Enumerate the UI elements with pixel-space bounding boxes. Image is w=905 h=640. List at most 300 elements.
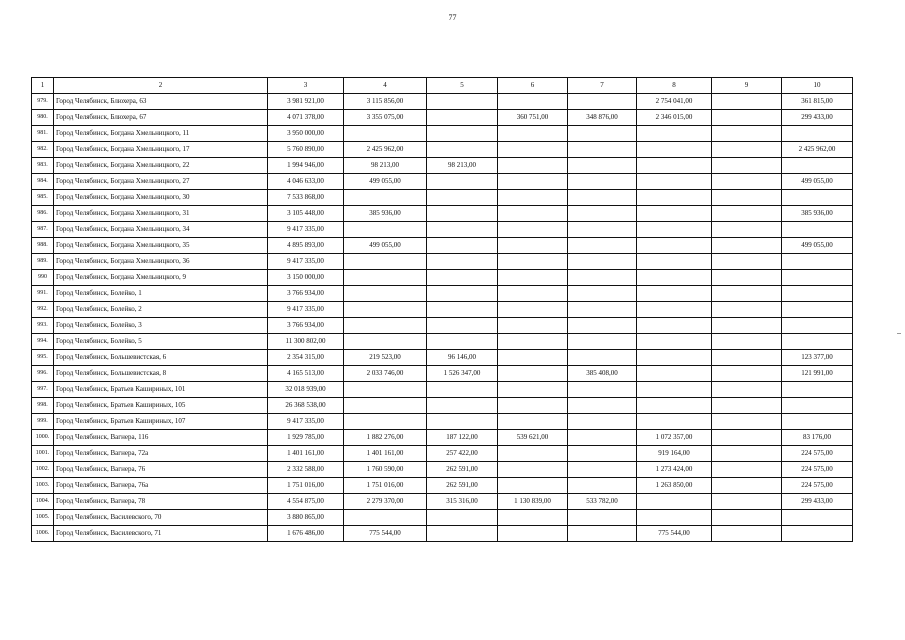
column-header: 2: [54, 78, 268, 94]
value-cell-7: [568, 126, 637, 142]
value-cell-6: [498, 414, 568, 430]
value-cell-9: [712, 366, 782, 382]
value-cell-10: [782, 414, 853, 430]
value-cell-8: [637, 238, 712, 254]
value-cell-9: [712, 446, 782, 462]
value-cell-3: 5 760 890,00: [268, 142, 344, 158]
value-cell-7: [568, 270, 637, 286]
value-cell-3: 4 165 513,00: [268, 366, 344, 382]
column-header: 9: [712, 78, 782, 94]
value-cell-9: [712, 350, 782, 366]
value-cell-4: [344, 222, 427, 238]
table-row: [32, 222, 853, 238]
value-cell-10: [782, 318, 853, 334]
address-cell: Город Челябинск, Богдана Хмельницкого, 22: [54, 158, 268, 174]
table-row: [32, 94, 853, 110]
value-cell-10: [782, 126, 853, 142]
value-cell-10: [782, 382, 853, 398]
value-cell-7: [568, 254, 637, 270]
row-number: 981.: [32, 126, 54, 142]
value-cell-8: 775 544,00: [637, 526, 712, 542]
value-cell-4: 1 401 161,00: [344, 446, 427, 462]
address-cell: Город Челябинск, Большевистская, 6: [54, 350, 268, 366]
value-cell-9: [712, 302, 782, 318]
table-row: [32, 302, 853, 318]
value-cell-5: [427, 270, 498, 286]
value-cell-4: [344, 318, 427, 334]
value-cell-7: [568, 350, 637, 366]
value-cell-5: [427, 206, 498, 222]
value-cell-4: 3 355 075,00: [344, 110, 427, 126]
table-row: [32, 366, 853, 382]
value-cell-6: [498, 206, 568, 222]
value-cell-10: [782, 334, 853, 350]
value-cell-8: 1 072 357,00: [637, 430, 712, 446]
value-cell-6: [498, 174, 568, 190]
value-cell-7: [568, 206, 637, 222]
value-cell-9: [712, 398, 782, 414]
value-cell-9: [712, 318, 782, 334]
value-cell-5: [427, 286, 498, 302]
table-row: [32, 478, 853, 494]
value-cell-3: 4 071 378,00: [268, 110, 344, 126]
address-cell: Город Челябинск, Василевского, 70: [54, 510, 268, 526]
value-cell-6: [498, 462, 568, 478]
value-cell-9: [712, 142, 782, 158]
value-cell-4: 2 279 370,00: [344, 494, 427, 510]
table-row: [32, 238, 853, 254]
value-cell-7: [568, 190, 637, 206]
row-number: 985.: [32, 190, 54, 206]
value-cell-7: [568, 158, 637, 174]
value-cell-10: [782, 222, 853, 238]
value-cell-9: [712, 334, 782, 350]
table-row: [32, 254, 853, 270]
value-cell-10: 385 936,00: [782, 206, 853, 222]
value-cell-8: [637, 366, 712, 382]
row-number: 998.: [32, 398, 54, 414]
value-cell-10: 499 055,00: [782, 238, 853, 254]
address-cell: Город Челябинск, Вагнера, 78: [54, 494, 268, 510]
value-cell-10: 83 176,00: [782, 430, 853, 446]
row-number: 986.: [32, 206, 54, 222]
table-row: [32, 110, 853, 126]
value-cell-9: [712, 126, 782, 142]
table-row: [32, 462, 853, 478]
row-number: 997.: [32, 382, 54, 398]
value-cell-7: [568, 286, 637, 302]
value-cell-7: [568, 174, 637, 190]
value-cell-5: [427, 238, 498, 254]
value-cell-10: 299 433,00: [782, 494, 853, 510]
value-cell-5: [427, 222, 498, 238]
value-cell-8: [637, 270, 712, 286]
value-cell-5: 187 122,00: [427, 430, 498, 446]
value-cell-3: 26 368 538,00: [268, 398, 344, 414]
value-cell-6: 360 751,00: [498, 110, 568, 126]
table-row: [32, 318, 853, 334]
address-cell: Город Челябинск, Богдана Хмельницкого, 11: [54, 126, 268, 142]
value-cell-10: [782, 158, 853, 174]
value-cell-3: 1 929 785,00: [268, 430, 344, 446]
value-cell-3: 3 766 934,00: [268, 286, 344, 302]
value-cell-8: [637, 158, 712, 174]
value-cell-4: 2 425 962,00: [344, 142, 427, 158]
value-cell-8: 919 164,00: [637, 446, 712, 462]
value-cell-7: [568, 382, 637, 398]
table-row: [32, 350, 853, 366]
value-cell-6: [498, 526, 568, 542]
value-cell-8: [637, 318, 712, 334]
value-cell-6: [498, 398, 568, 414]
value-cell-4: 1 760 590,00: [344, 462, 427, 478]
value-cell-6: [498, 94, 568, 110]
table-row: [32, 526, 853, 542]
value-cell-4: [344, 190, 427, 206]
page-number: 77: [448, 13, 457, 22]
address-cell: Город Челябинск, Богдана Хмельницкого, 35: [54, 238, 268, 254]
value-cell-7: [568, 142, 637, 158]
value-cell-10: 224 575,00: [782, 478, 853, 494]
value-cell-7: [568, 238, 637, 254]
value-cell-8: [637, 286, 712, 302]
address-cell: Город Челябинск, Богдана Хмельницкого, 27: [54, 174, 268, 190]
value-cell-4: [344, 398, 427, 414]
value-cell-5: 262 591,00: [427, 462, 498, 478]
value-cell-10: [782, 302, 853, 318]
value-cell-10: [782, 510, 853, 526]
value-cell-6: [498, 270, 568, 286]
value-cell-3: 9 417 335,00: [268, 414, 344, 430]
value-cell-3: 3 105 448,00: [268, 206, 344, 222]
value-cell-5: 98 213,00: [427, 158, 498, 174]
address-cell: Город Челябинск, Вагнера, 76: [54, 462, 268, 478]
value-cell-7: [568, 94, 637, 110]
value-cell-4: [344, 510, 427, 526]
value-cell-4: 219 523,00: [344, 350, 427, 366]
table-row: [32, 334, 853, 350]
column-header: 8: [637, 78, 712, 94]
value-cell-4: 775 544,00: [344, 526, 427, 542]
table-row: [32, 430, 853, 446]
value-cell-7: [568, 302, 637, 318]
value-cell-7: [568, 430, 637, 446]
table-row: [32, 270, 853, 286]
value-cell-4: 499 055,00: [344, 238, 427, 254]
column-header: 6: [498, 78, 568, 94]
value-cell-8: [637, 382, 712, 398]
address-cell: Город Челябинск, Богдана Хмельницкого, 9: [54, 270, 268, 286]
value-cell-3: 2 354 315,00: [268, 350, 344, 366]
value-cell-8: [637, 414, 712, 430]
value-cell-8: 1 263 850,00: [637, 478, 712, 494]
value-cell-6: [498, 318, 568, 334]
value-cell-5: [427, 254, 498, 270]
value-cell-7: [568, 222, 637, 238]
table-row: [32, 414, 853, 430]
row-number: 999.: [32, 414, 54, 430]
value-cell-3: 4 554 875,00: [268, 494, 344, 510]
value-cell-6: 539 621,00: [498, 430, 568, 446]
value-cell-4: [344, 254, 427, 270]
value-cell-8: [637, 254, 712, 270]
row-number: 988.: [32, 238, 54, 254]
table-row: [32, 174, 853, 190]
value-cell-7: [568, 446, 637, 462]
value-cell-4: 499 055,00: [344, 174, 427, 190]
row-number: 1004.: [32, 494, 54, 510]
value-cell-7: [568, 414, 637, 430]
table-row: [32, 446, 853, 462]
table-row: [32, 126, 853, 142]
value-cell-5: [427, 94, 498, 110]
address-cell: Город Челябинск, Вагнера, 76а: [54, 478, 268, 494]
value-cell-3: 1 401 161,00: [268, 446, 344, 462]
value-cell-9: [712, 254, 782, 270]
value-cell-3: 3 150 000,00: [268, 270, 344, 286]
address-cell: Город Челябинск, Вагнера, 116: [54, 430, 268, 446]
value-cell-5: 262 591,00: [427, 478, 498, 494]
value-cell-9: [712, 414, 782, 430]
value-cell-3: 3 766 934,00: [268, 318, 344, 334]
value-cell-8: [637, 334, 712, 350]
value-cell-5: [427, 526, 498, 542]
column-header: 10: [782, 78, 853, 94]
value-cell-9: [712, 526, 782, 542]
value-cell-6: [498, 238, 568, 254]
value-cell-5: 257 422,00: [427, 446, 498, 462]
value-cell-10: 299 433,00: [782, 110, 853, 126]
value-cell-5: [427, 414, 498, 430]
value-cell-5: [427, 510, 498, 526]
value-cell-8: [637, 126, 712, 142]
value-cell-6: [498, 158, 568, 174]
value-cell-3: 1 751 016,00: [268, 478, 344, 494]
value-cell-6: 1 130 839,00: [498, 494, 568, 510]
row-number: 984.: [32, 174, 54, 190]
row-number: 994.: [32, 334, 54, 350]
value-cell-4: 385 936,00: [344, 206, 427, 222]
value-cell-7: 348 876,00: [568, 110, 637, 126]
value-cell-9: [712, 382, 782, 398]
address-cell: Город Челябинск, Болейко, 1: [54, 286, 268, 302]
value-cell-6: [498, 446, 568, 462]
value-cell-10: [782, 526, 853, 542]
row-number: 990: [32, 270, 54, 286]
value-cell-8: [637, 190, 712, 206]
value-cell-6: [498, 334, 568, 350]
column-header: 1: [32, 78, 54, 94]
value-cell-10: 2 425 962,00: [782, 142, 853, 158]
value-cell-6: [498, 350, 568, 366]
address-cell: Город Челябинск, Богдана Хмельницкого, 34: [54, 222, 268, 238]
value-cell-6: [498, 126, 568, 142]
value-cell-3: 32 018 939,00: [268, 382, 344, 398]
value-cell-5: [427, 110, 498, 126]
row-number: 983.: [32, 158, 54, 174]
row-number: 979.: [32, 94, 54, 110]
value-cell-4: [344, 286, 427, 302]
value-cell-4: 98 213,00: [344, 158, 427, 174]
value-cell-3: 9 417 335,00: [268, 222, 344, 238]
value-cell-8: 1 273 424,00: [637, 462, 712, 478]
address-cell: Город Челябинск, Вагнера, 72а: [54, 446, 268, 462]
table-row: [32, 142, 853, 158]
value-cell-9: [712, 190, 782, 206]
value-cell-3: 3 880 865,00: [268, 510, 344, 526]
value-cell-6: [498, 190, 568, 206]
value-cell-3: 11 300 802,00: [268, 334, 344, 350]
value-cell-7: [568, 462, 637, 478]
value-cell-8: [637, 142, 712, 158]
value-cell-5: 315 316,00: [427, 494, 498, 510]
value-cell-7: [568, 478, 637, 494]
value-cell-4: 3 115 856,00: [344, 94, 427, 110]
row-number: 1003.: [32, 478, 54, 494]
value-cell-8: [637, 302, 712, 318]
table-row: [32, 158, 853, 174]
value-cell-9: [712, 174, 782, 190]
value-cell-5: 96 146,00: [427, 350, 498, 366]
table-row: [32, 382, 853, 398]
table-body: [32, 94, 853, 542]
address-cell: Город Челябинск, Болейко, 5: [54, 334, 268, 350]
value-cell-8: [637, 174, 712, 190]
value-cell-10: [782, 254, 853, 270]
value-cell-5: [427, 174, 498, 190]
value-cell-4: 1 882 276,00: [344, 430, 427, 446]
value-cell-5: [427, 318, 498, 334]
value-cell-10: 123 377,00: [782, 350, 853, 366]
value-cell-10: 224 575,00: [782, 462, 853, 478]
address-cell: Город Челябинск, Братьев Кашириных, 105: [54, 398, 268, 414]
value-cell-6: [498, 302, 568, 318]
value-cell-10: 499 055,00: [782, 174, 853, 190]
value-cell-4: [344, 270, 427, 286]
value-cell-9: [712, 222, 782, 238]
address-cell: Город Челябинск, Блюхера, 67: [54, 110, 268, 126]
value-cell-9: [712, 270, 782, 286]
row-number: 1005.: [32, 510, 54, 526]
value-cell-10: [782, 398, 853, 414]
column-header: 7: [568, 78, 637, 94]
address-cell: Город Челябинск, Богдана Хмельницкого, 30: [54, 190, 268, 206]
address-cell: Город Челябинск, Болейко, 3: [54, 318, 268, 334]
value-cell-9: [712, 478, 782, 494]
value-cell-9: [712, 286, 782, 302]
value-cell-5: 1 526 347,00: [427, 366, 498, 382]
value-cell-10: 224 575,00: [782, 446, 853, 462]
row-number: 996.: [32, 366, 54, 382]
value-cell-9: [712, 206, 782, 222]
value-cell-7: [568, 318, 637, 334]
address-cell: Город Челябинск, Братьев Кашириных, 101: [54, 382, 268, 398]
value-cell-3: 1 676 486,00: [268, 526, 344, 542]
value-cell-7: 533 782,00: [568, 494, 637, 510]
address-cell: Город Челябинск, Богдана Хмельницкого, 17: [54, 142, 268, 158]
value-cell-4: 1 751 016,00: [344, 478, 427, 494]
row-number: 1001.: [32, 446, 54, 462]
value-cell-3: 9 417 335,00: [268, 302, 344, 318]
table-row: [32, 190, 853, 206]
value-cell-6: [498, 366, 568, 382]
value-cell-3: 7 533 868,00: [268, 190, 344, 206]
value-cell-3: 1 994 946,00: [268, 158, 344, 174]
column-header: 5: [427, 78, 498, 94]
address-cell: Город Челябинск, Большевистская, 8: [54, 366, 268, 382]
table-row: [32, 398, 853, 414]
value-cell-9: [712, 430, 782, 446]
row-number: 991.: [32, 286, 54, 302]
table-row: [32, 286, 853, 302]
address-cell: Город Челябинск, Богдана Хмельницкого, 36: [54, 254, 268, 270]
value-cell-10: 121 991,00: [782, 366, 853, 382]
value-cell-6: [498, 382, 568, 398]
value-cell-4: [344, 126, 427, 142]
value-cell-10: [782, 286, 853, 302]
value-cell-4: 2 033 746,00: [344, 366, 427, 382]
value-cell-9: [712, 494, 782, 510]
value-cell-8: [637, 398, 712, 414]
value-cell-5: [427, 302, 498, 318]
value-cell-8: [637, 510, 712, 526]
value-cell-5: [427, 142, 498, 158]
value-cell-6: [498, 142, 568, 158]
register-table: [31, 77, 853, 542]
value-cell-5: [427, 126, 498, 142]
value-cell-4: [344, 334, 427, 350]
value-cell-3: 2 332 588,00: [268, 462, 344, 478]
table-row: [32, 494, 853, 510]
value-cell-7: [568, 334, 637, 350]
value-cell-3: 3 981 921,00: [268, 94, 344, 110]
row-number: 982.: [32, 142, 54, 158]
address-cell: Город Челябинск, Болейко, 2: [54, 302, 268, 318]
row-number: 993.: [32, 318, 54, 334]
value-cell-10: 361 815,00: [782, 94, 853, 110]
value-cell-7: [568, 510, 637, 526]
value-cell-6: [498, 478, 568, 494]
row-number: 992.: [32, 302, 54, 318]
address-cell: Город Челябинск, Блюхера, 63: [54, 94, 268, 110]
value-cell-7: [568, 398, 637, 414]
value-cell-7: [568, 526, 637, 542]
value-cell-8: [637, 222, 712, 238]
row-number: 980.: [32, 110, 54, 126]
value-cell-3: 3 950 000,00: [268, 126, 344, 142]
column-header: 3: [268, 78, 344, 94]
value-cell-4: [344, 302, 427, 318]
value-cell-3: 4 895 893,00: [268, 238, 344, 254]
value-cell-9: [712, 158, 782, 174]
row-number: 1006.: [32, 526, 54, 542]
address-cell: Город Челябинск, Василевского, 71: [54, 526, 268, 542]
row-number: 1000.: [32, 430, 54, 446]
row-number: 995.: [32, 350, 54, 366]
value-cell-8: 2 346 015,00: [637, 110, 712, 126]
header-row: [32, 78, 853, 94]
value-cell-5: [427, 190, 498, 206]
value-cell-9: [712, 238, 782, 254]
value-cell-7: 385 408,00: [568, 366, 637, 382]
value-cell-10: [782, 270, 853, 286]
value-cell-3: 9 417 335,00: [268, 254, 344, 270]
value-cell-5: [427, 334, 498, 350]
value-cell-9: [712, 110, 782, 126]
value-cell-3: 4 046 633,00: [268, 174, 344, 190]
row-number: 1002.: [32, 462, 54, 478]
margin-mark: [897, 333, 901, 334]
